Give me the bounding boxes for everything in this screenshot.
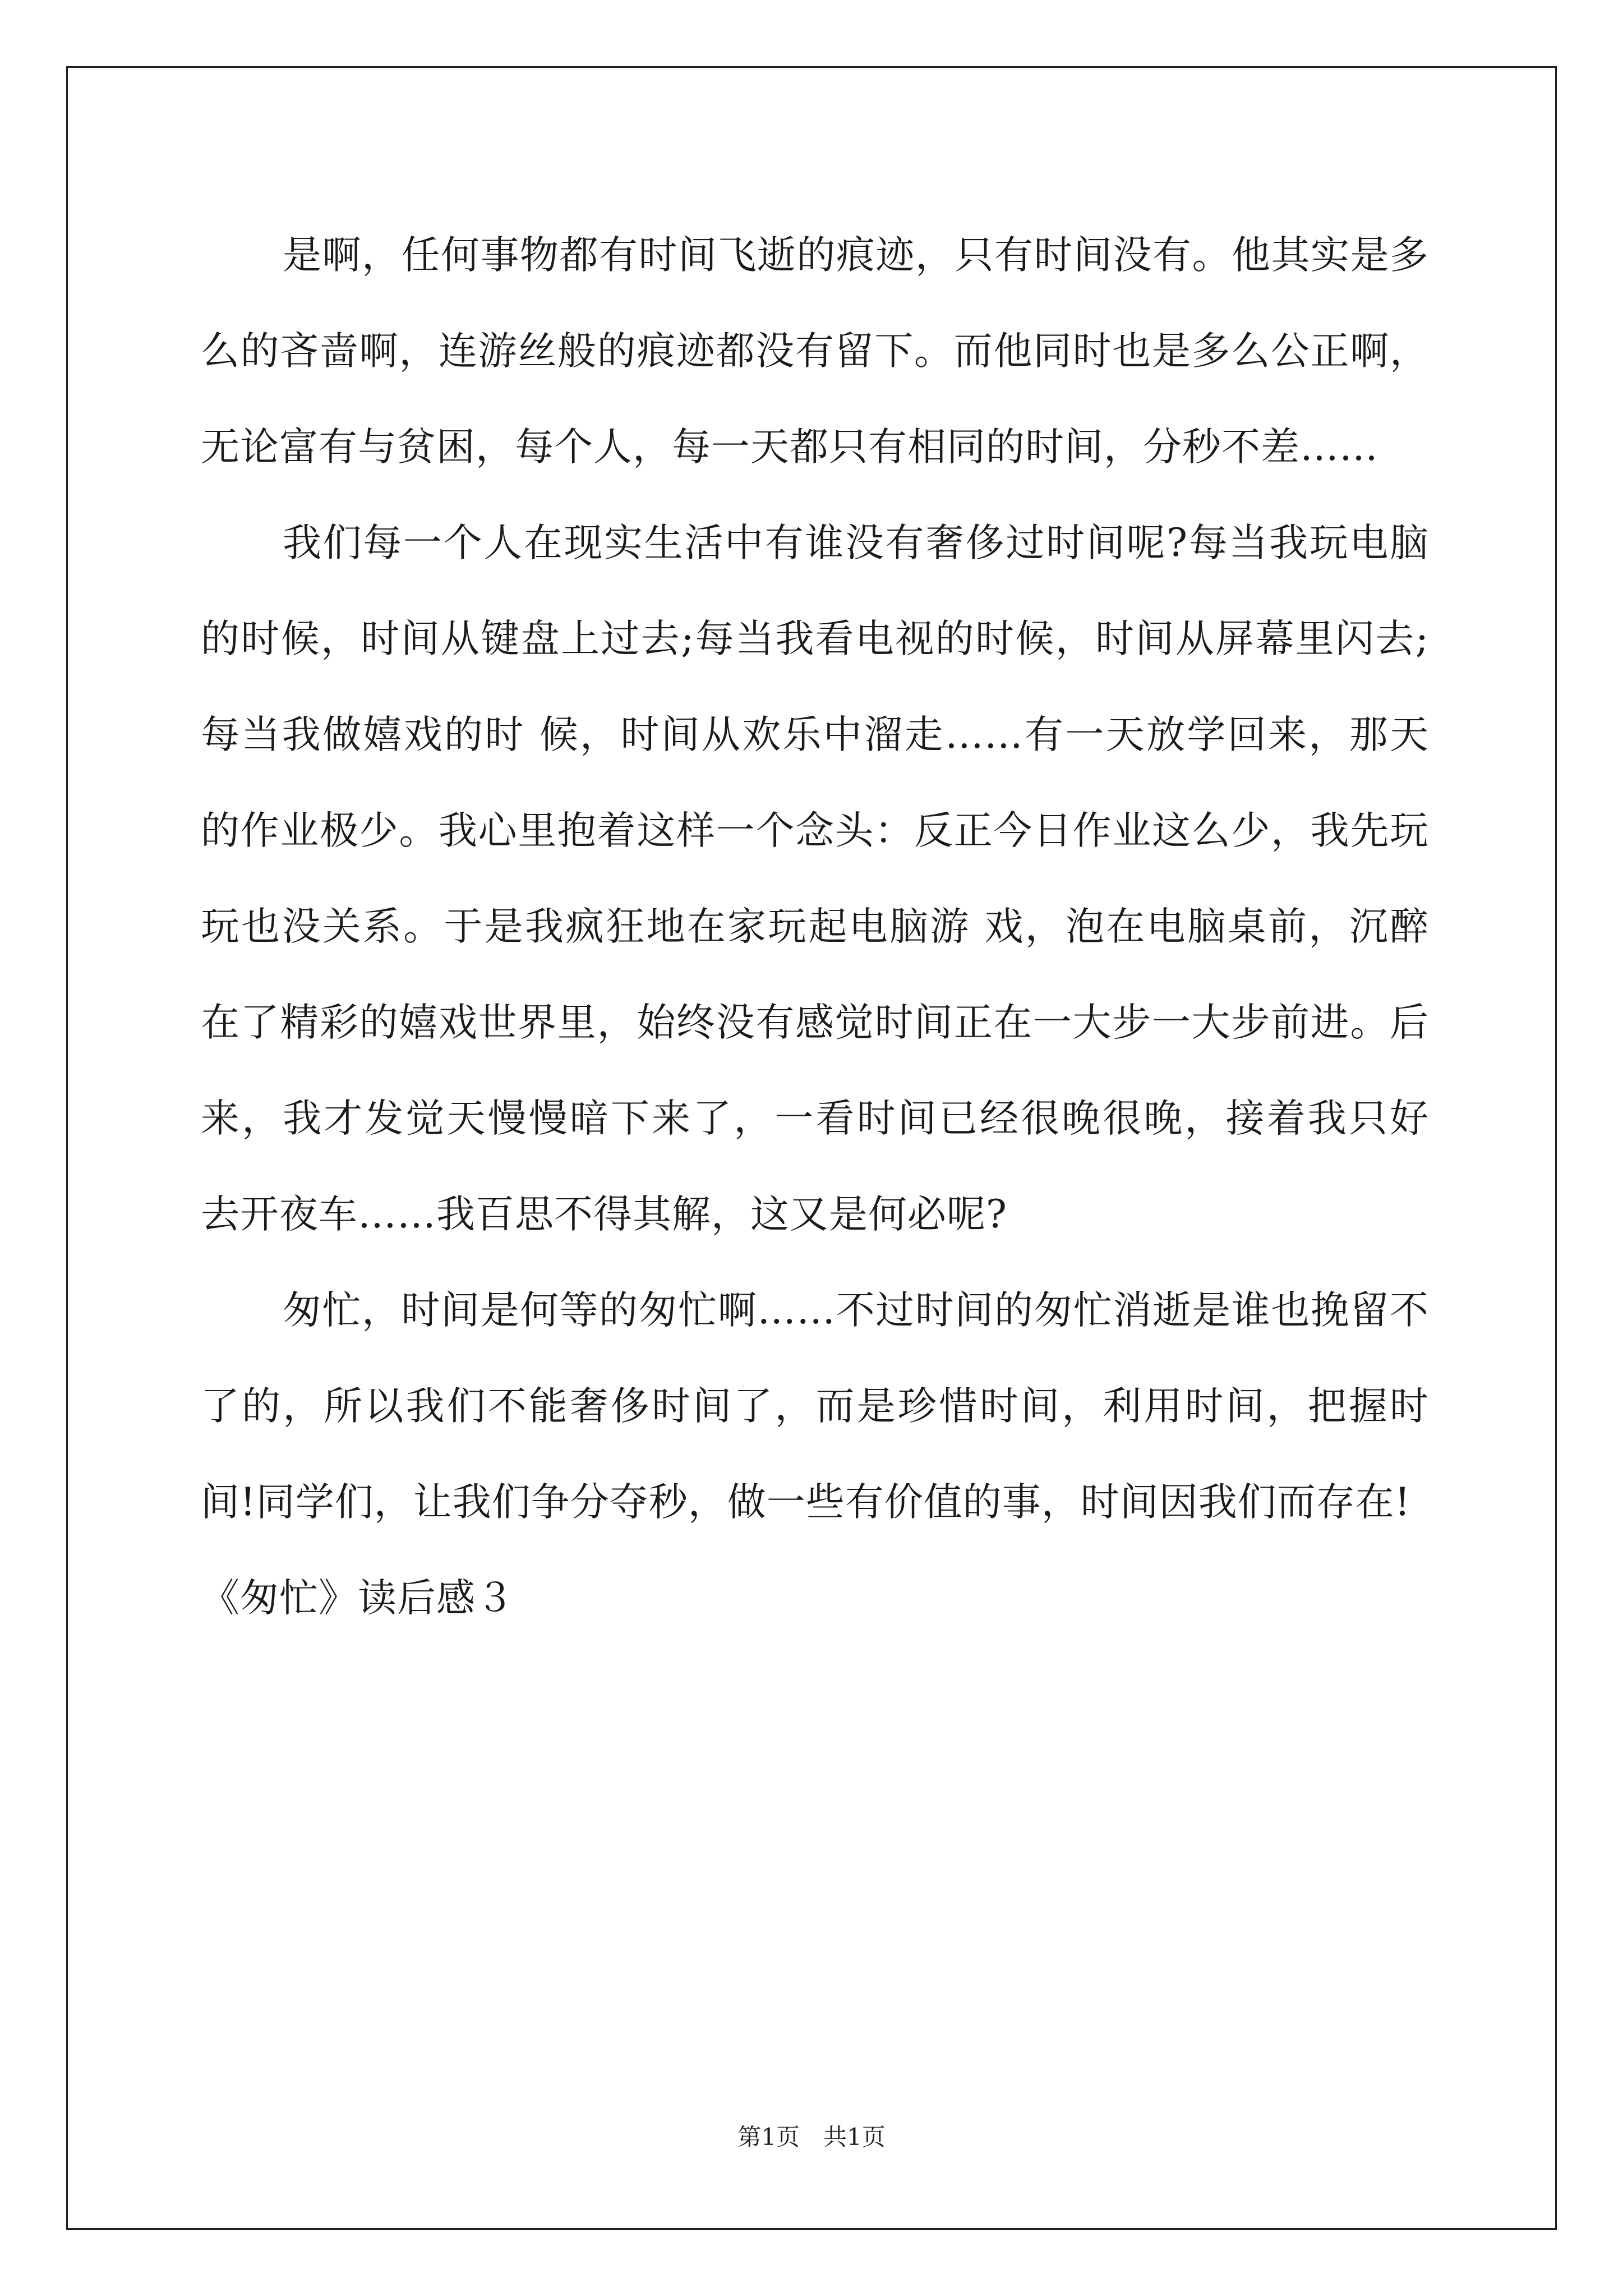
document-body (201, 208, 1429, 1646)
section-heading: 《匆忙》读后感３ (201, 1576, 515, 1621)
page-number-footer: 第1页 共1页 (737, 2123, 886, 2151)
paragraph-1: 是啊，任何事物都有时间飞逝的痕迹，只有时间没有。他其实是多么的吝啬啊，连游丝般的痕迹都没有留下。而他同时也是多么公正啊，无论富有与贫困，每个人，每一天都只有相同的时间，分秒不差…… (201, 233, 1429, 470)
paragraph-3: 匆忙，时间是何等的匆忙啊……不过时间的匆忙消逝是谁也挽留不了的，所以我们不能奢侈时间了，而是珍惜时间，利用时间，把握时间!同学们，让我们争分夺秒，做一些有价值的事，时间因我们而存在! (201, 1288, 1429, 1525)
paragraph-2: 我们每一个人在现实生活中有谁没有奢侈过时间呢?每当我玩电脑的时候，时间从键盘上过去;每当我看电视的时候，时间从屏幕里闪去;每当我做嬉戏的时 候，时间从欢乐中溜走……有一天放学回来，那天的作业极少。我心里抱着这样一个念头：反正今日作业这么少，我先玩玩也没关系。于是我疯狂地在家玩起电脑游 戏，泡在电脑桌前，沉醉在了精彩的嬉戏世界里，始终没有感觉时间正在一大步一大步前进。后来，我才发觉天慢慢暗下来了，一看时间已经很晚很晚，接着我只好 去开夜车……我百思不得其解，这又是何必呢? (201, 521, 1429, 1237)
